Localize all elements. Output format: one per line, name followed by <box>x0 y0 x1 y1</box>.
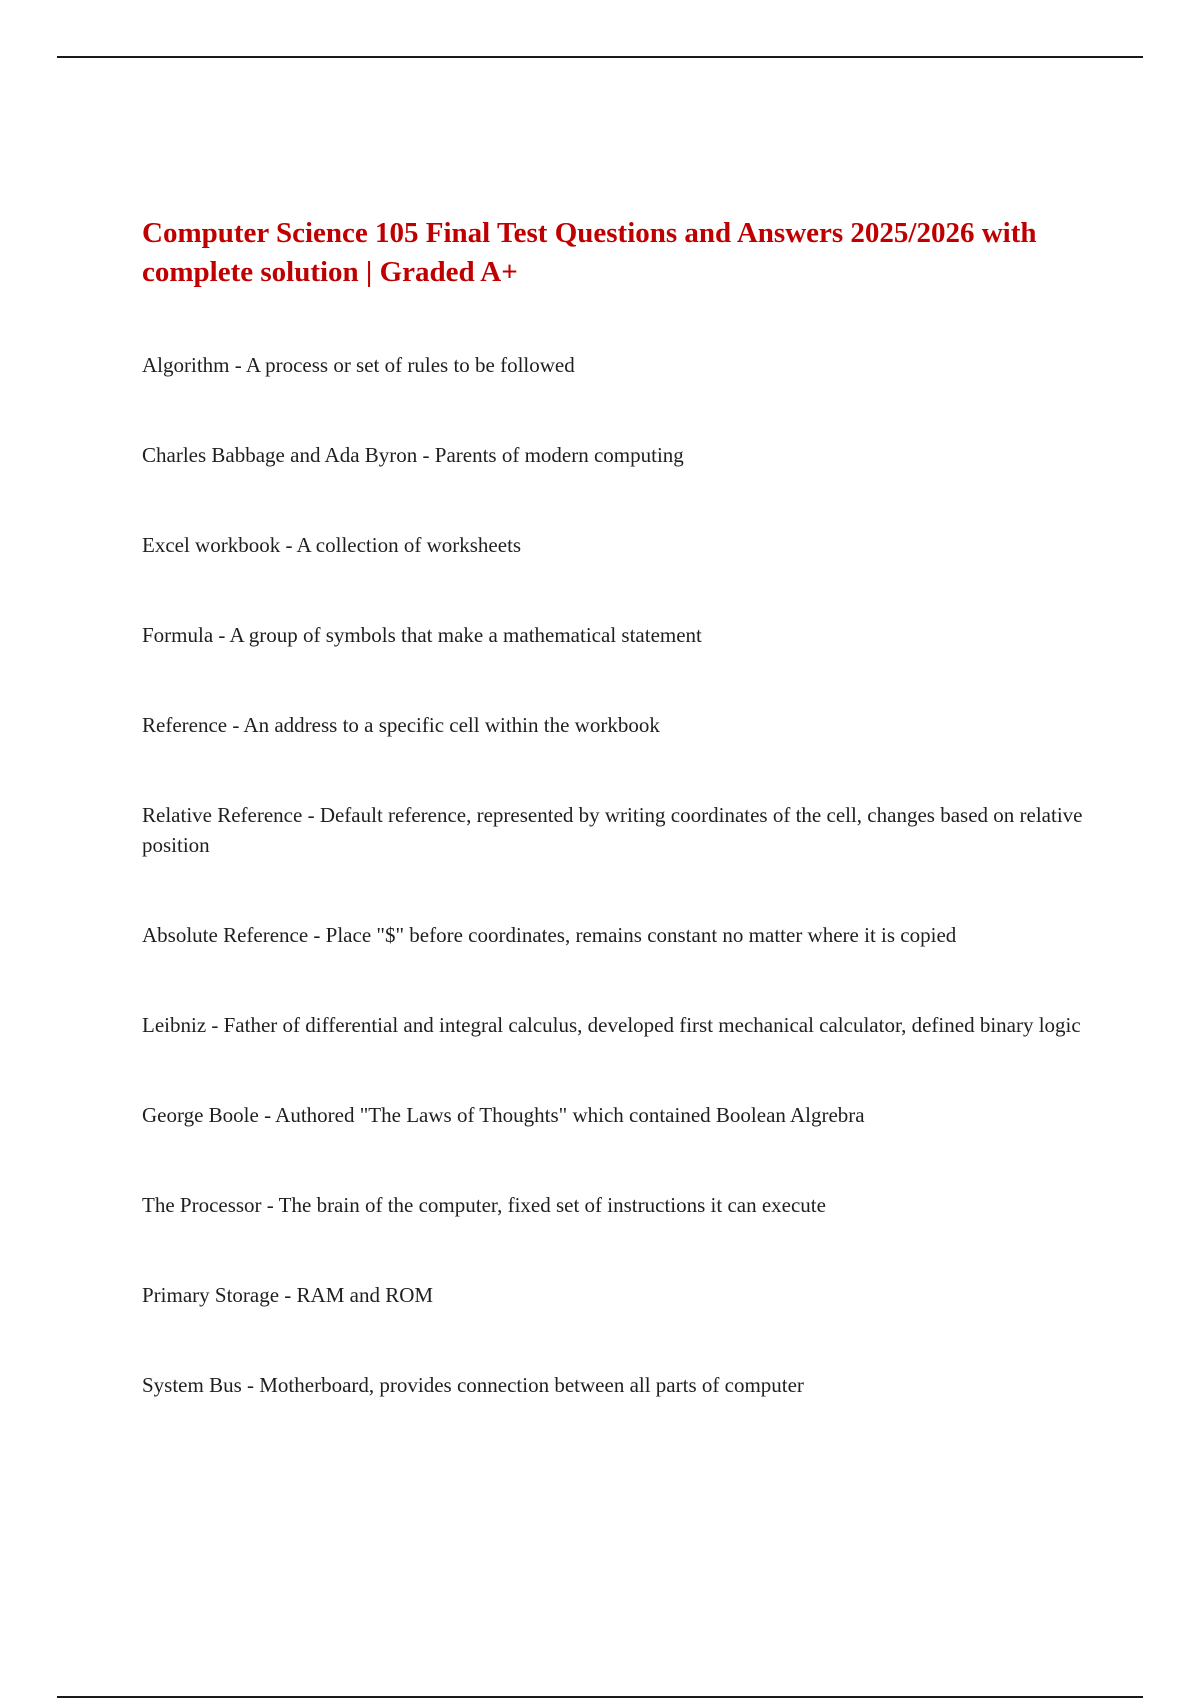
list-item: The Processor - The brain of the computer, fixed set of instructions it can execute <box>142 1193 826 1217</box>
term-definition-list <box>142 350 1092 1400</box>
list-item: Algorithm - A process or set of rules to be followed <box>142 353 575 377</box>
list-item: System Bus - Motherboard, provides connection between all parts of computer <box>142 1373 804 1397</box>
list-item: Relative Reference - Default reference, represented by writing coordinates of the cell, changes based on relative position <box>142 803 1083 857</box>
list-item: Excel workbook - A collection of worksheets <box>142 533 522 557</box>
top-rule <box>57 56 1143 58</box>
list-item: George Boole - Authored "The Laws of Thoughts" which contained Boolean Algrebra <box>142 1103 865 1127</box>
list-item: Reference - An address to a specific cell within the workbook <box>142 713 660 737</box>
list-item: Leibniz - Father of differential and integral calculus, developed first mechanical calculator, defined binary logic <box>142 1013 1081 1037</box>
list-item: Primary Storage - RAM and ROM <box>142 1283 434 1307</box>
document-title: Computer Science 105 Final Test Questions and Answers 2025/2026 with complete solution | Graded A+ <box>142 217 1037 288</box>
bottom-rule <box>57 1696 1143 1698</box>
list-item: Formula - A group of symbols that make a mathematical statement <box>142 623 702 647</box>
list-item: Absolute Reference - Place "$" before coordinates, remains constant no matter where it is copied <box>142 923 957 947</box>
list-item: Charles Babbage and Ada Byron - Parents of modern computing <box>142 443 684 467</box>
